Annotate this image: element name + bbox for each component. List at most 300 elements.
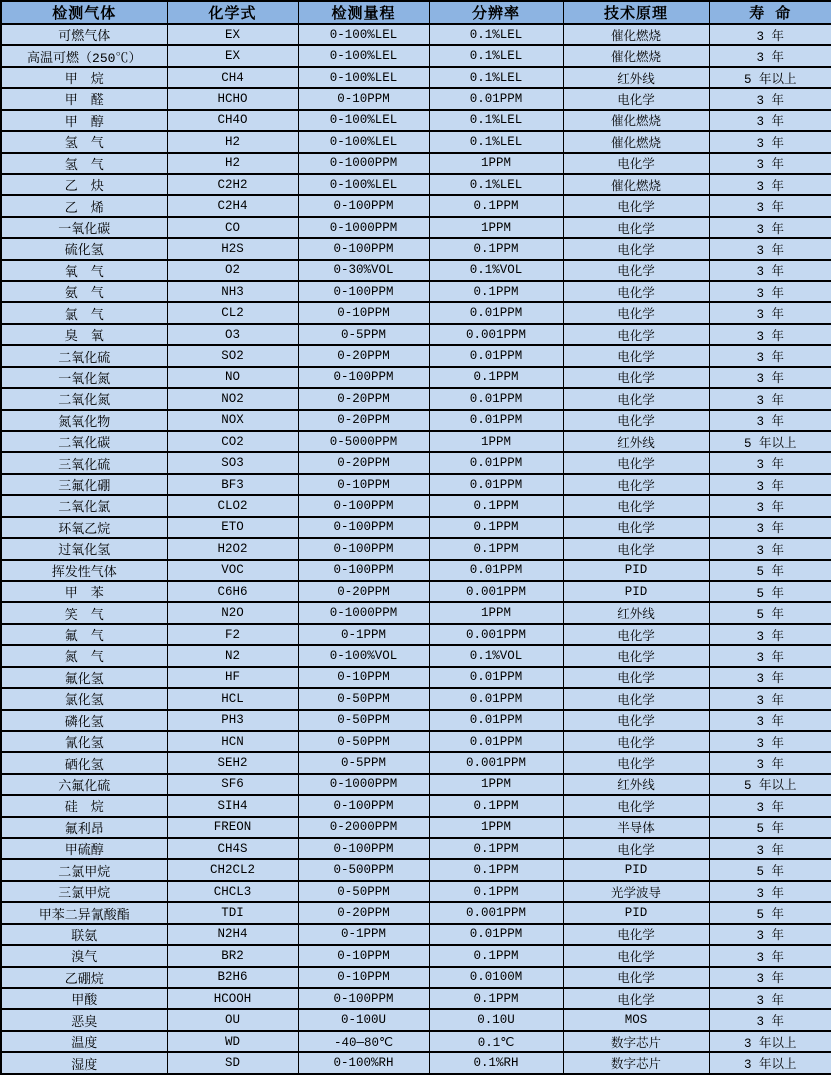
cell-resolution: 1PPM	[429, 602, 563, 623]
cell-formula: CO2	[167, 431, 298, 452]
cell-range: 0-500PPM	[298, 859, 429, 880]
cell-gas: 一氧化碳	[1, 217, 167, 238]
cell-principle: 电化学	[563, 452, 709, 473]
cell-gas: 挥发性气体	[1, 560, 167, 581]
cell-resolution: 0.1PPM	[429, 795, 563, 816]
cell-resolution: 0.1℃	[429, 1031, 563, 1052]
table-row	[1, 410, 831, 431]
cell-range: 0-100PPM	[298, 517, 429, 538]
cell-range: 0-100%LEL	[298, 131, 429, 152]
cell-lifespan: 5 年	[709, 560, 831, 581]
cell-lifespan: 3 年	[709, 945, 831, 966]
cell-range: 0-20PPM	[298, 452, 429, 473]
cell-principle: 电化学	[563, 967, 709, 988]
table-header	[1, 1, 831, 24]
table-row	[1, 645, 831, 666]
cell-formula: CLO2	[167, 495, 298, 516]
cell-gas: 过氧化氢	[1, 538, 167, 559]
cell-lifespan: 3 年	[709, 260, 831, 281]
cell-resolution: 0.001PPM	[429, 624, 563, 645]
cell-gas: 二氯甲烷	[1, 859, 167, 880]
cell-resolution: 1PPM	[429, 431, 563, 452]
table-row	[1, 838, 831, 859]
cell-gas: 高温可燃（250℃）	[1, 45, 167, 66]
cell-range: 0-100%LEL	[298, 110, 429, 131]
table-row	[1, 238, 831, 259]
cell-range: 0-1PPM	[298, 924, 429, 945]
cell-principle: 电化学	[563, 645, 709, 666]
cell-lifespan: 3 年	[709, 131, 831, 152]
cell-resolution: 0.1PPM	[429, 538, 563, 559]
cell-lifespan: 3 年	[709, 710, 831, 731]
cell-formula: HCN	[167, 731, 298, 752]
cell-lifespan: 3 年	[709, 24, 831, 45]
cell-gas: 温度	[1, 1031, 167, 1052]
cell-lifespan: 3 年	[709, 153, 831, 174]
cell-range: 0-100PPM	[298, 195, 429, 216]
table-row	[1, 967, 831, 988]
table-row	[1, 859, 831, 880]
cell-range: 0-10PPM	[298, 88, 429, 109]
cell-resolution: 0.001PPM	[429, 752, 563, 773]
cell-principle: 电化学	[563, 217, 709, 238]
cell-gas: 六氟化硫	[1, 774, 167, 795]
table-row	[1, 67, 831, 88]
cell-lifespan: 3 年	[709, 195, 831, 216]
cell-range: 0-10PPM	[298, 474, 429, 495]
cell-gas: 三氯甲烷	[1, 881, 167, 902]
cell-gas: 氟 气	[1, 624, 167, 645]
table-row	[1, 431, 831, 452]
table-row	[1, 774, 831, 795]
table-row	[1, 624, 831, 645]
cell-lifespan: 3 年	[709, 688, 831, 709]
cell-gas: 二氧化氯	[1, 495, 167, 516]
table-row	[1, 731, 831, 752]
cell-gas: 氨 气	[1, 281, 167, 302]
table-row	[1, 388, 831, 409]
cell-resolution: 0.1%LEL	[429, 131, 563, 152]
cell-gas: 联氨	[1, 924, 167, 945]
cell-lifespan: 5 年以上	[709, 774, 831, 795]
cell-range: 0-10PPM	[298, 967, 429, 988]
cell-principle: MOS	[563, 1009, 709, 1030]
cell-formula: EX	[167, 24, 298, 45]
cell-formula: B2H6	[167, 967, 298, 988]
cell-lifespan: 5 年以上	[709, 67, 831, 88]
cell-principle: PID	[563, 859, 709, 880]
cell-range: -40—80℃	[298, 1031, 429, 1052]
cell-principle: 电化学	[563, 324, 709, 345]
table-row	[1, 45, 831, 66]
cell-resolution: 0.1%LEL	[429, 110, 563, 131]
cell-resolution: 0.01PPM	[429, 474, 563, 495]
cell-principle: PID	[563, 560, 709, 581]
cell-lifespan: 5 年	[709, 581, 831, 602]
cell-resolution: 0.1PPM	[429, 238, 563, 259]
cell-resolution: 0.01PPM	[429, 388, 563, 409]
cell-lifespan: 3 年	[709, 324, 831, 345]
header-resolution: 分辨率	[429, 1, 563, 24]
cell-formula: NO2	[167, 388, 298, 409]
cell-formula: O3	[167, 324, 298, 345]
table-row	[1, 153, 831, 174]
cell-principle: 电化学	[563, 495, 709, 516]
cell-lifespan: 3 年	[709, 1009, 831, 1030]
cell-range: 0-1PPM	[298, 624, 429, 645]
cell-resolution: 0.1%RH	[429, 1052, 563, 1074]
cell-formula: H2S	[167, 238, 298, 259]
table-row	[1, 131, 831, 152]
cell-range: 0-5000PPM	[298, 431, 429, 452]
cell-gas: 氢 气	[1, 131, 167, 152]
cell-resolution: 0.001PPM	[429, 324, 563, 345]
cell-gas: 三氧化硫	[1, 452, 167, 473]
cell-formula: F2	[167, 624, 298, 645]
cell-lifespan: 3 年	[709, 388, 831, 409]
cell-range: 0-20PPM	[298, 902, 429, 923]
cell-principle: 红外线	[563, 67, 709, 88]
cell-principle: 电化学	[563, 302, 709, 323]
cell-lifespan: 3 年	[709, 752, 831, 773]
cell-lifespan: 3 年	[709, 88, 831, 109]
table-row	[1, 110, 831, 131]
header-gas: 检测气体	[1, 1, 167, 24]
cell-resolution: 0.1PPM	[429, 988, 563, 1009]
cell-principle: 电化学	[563, 752, 709, 773]
cell-resolution: 1PPM	[429, 217, 563, 238]
cell-lifespan: 3 年	[709, 645, 831, 666]
table-row	[1, 88, 831, 109]
cell-range: 0-100%LEL	[298, 24, 429, 45]
table-row	[1, 452, 831, 473]
cell-range: 0-100PPM	[298, 988, 429, 1009]
table-row	[1, 474, 831, 495]
table-row	[1, 517, 831, 538]
cell-formula: C2H4	[167, 195, 298, 216]
cell-resolution: 0.01PPM	[429, 667, 563, 688]
table-row	[1, 817, 831, 838]
cell-lifespan: 3 年	[709, 238, 831, 259]
cell-formula: OU	[167, 1009, 298, 1030]
cell-formula: H2	[167, 153, 298, 174]
cell-range: 0-100%LEL	[298, 174, 429, 195]
cell-range: 0-100PPM	[298, 838, 429, 859]
cell-principle: 催化燃烧	[563, 131, 709, 152]
cell-lifespan: 3 年	[709, 452, 831, 473]
cell-resolution: 0.1PPM	[429, 859, 563, 880]
cell-formula: NH3	[167, 281, 298, 302]
cell-principle: 催化燃烧	[563, 24, 709, 45]
cell-formula: HCOOH	[167, 988, 298, 1009]
cell-formula: NOX	[167, 410, 298, 431]
cell-gas: 氟利昂	[1, 817, 167, 838]
cell-gas: 甲 醇	[1, 110, 167, 131]
cell-range: 0-50PPM	[298, 731, 429, 752]
table-row	[1, 345, 831, 366]
cell-range: 0-100PPM	[298, 560, 429, 581]
table-row	[1, 560, 831, 581]
cell-gas: 硫化氢	[1, 238, 167, 259]
cell-formula: N2	[167, 645, 298, 666]
cell-range: 0-100PPM	[298, 281, 429, 302]
cell-range: 0-100PPM	[298, 538, 429, 559]
cell-lifespan: 3 年	[709, 345, 831, 366]
cell-resolution: 0.01PPM	[429, 345, 563, 366]
cell-gas: 氮 气	[1, 645, 167, 666]
cell-formula: C6H6	[167, 581, 298, 602]
table-body	[1, 24, 831, 1074]
cell-principle: 电化学	[563, 988, 709, 1009]
cell-gas: 甲 烷	[1, 67, 167, 88]
cell-gas: 甲 苯	[1, 581, 167, 602]
header-lifespan: 寿 命	[709, 1, 831, 24]
table-row	[1, 217, 831, 238]
cell-range: 0-100PPM	[298, 795, 429, 816]
cell-gas: 甲苯二异氰酸酯	[1, 902, 167, 923]
cell-formula: CL2	[167, 302, 298, 323]
cell-formula: CHCL3	[167, 881, 298, 902]
cell-gas: 磷化氢	[1, 710, 167, 731]
table-row	[1, 881, 831, 902]
cell-lifespan: 3 年	[709, 474, 831, 495]
table-row	[1, 710, 831, 731]
cell-principle: PID	[563, 581, 709, 602]
cell-gas: 溴气	[1, 945, 167, 966]
cell-range: 0-50PPM	[298, 710, 429, 731]
table-row	[1, 945, 831, 966]
cell-range: 0-100%RH	[298, 1052, 429, 1074]
header-row	[1, 1, 831, 24]
cell-formula: BR2	[167, 945, 298, 966]
cell-range: 0-100PPM	[298, 495, 429, 516]
table-row	[1, 667, 831, 688]
cell-gas: 三氟化硼	[1, 474, 167, 495]
table-row	[1, 174, 831, 195]
cell-resolution: 0.0100M	[429, 967, 563, 988]
cell-range: 0-10PPM	[298, 667, 429, 688]
cell-principle: 电化学	[563, 710, 709, 731]
table-row	[1, 24, 831, 45]
cell-formula: HF	[167, 667, 298, 688]
cell-principle: 数字芯片	[563, 1031, 709, 1052]
table-row	[1, 795, 831, 816]
cell-gas: 硅 烷	[1, 795, 167, 816]
cell-lifespan: 3 年	[709, 624, 831, 645]
cell-formula: SD	[167, 1052, 298, 1074]
cell-gas: 氢 气	[1, 153, 167, 174]
cell-formula: ETO	[167, 517, 298, 538]
cell-resolution: 0.01PPM	[429, 710, 563, 731]
cell-gas: 乙 烯	[1, 195, 167, 216]
cell-range: 0-100%LEL	[298, 67, 429, 88]
cell-range: 0-100%VOL	[298, 645, 429, 666]
cell-lifespan: 3 年以上	[709, 1031, 831, 1052]
cell-formula: SIH4	[167, 795, 298, 816]
cell-principle: 半导体	[563, 817, 709, 838]
cell-formula: PH3	[167, 710, 298, 731]
cell-gas: 二氧化硫	[1, 345, 167, 366]
cell-formula: BF3	[167, 474, 298, 495]
header-principle: 技术原理	[563, 1, 709, 24]
cell-principle: 电化学	[563, 517, 709, 538]
cell-principle: 催化燃烧	[563, 45, 709, 66]
cell-range: 0-20PPM	[298, 345, 429, 366]
cell-gas: 硒化氢	[1, 752, 167, 773]
cell-resolution: 0.1%VOL	[429, 645, 563, 666]
cell-lifespan: 3 年	[709, 667, 831, 688]
cell-resolution: 1PPM	[429, 817, 563, 838]
cell-formula: SF6	[167, 774, 298, 795]
cell-lifespan: 3 年	[709, 988, 831, 1009]
cell-resolution: 0.01PPM	[429, 560, 563, 581]
cell-principle: 数字芯片	[563, 1052, 709, 1074]
cell-lifespan: 3 年	[709, 795, 831, 816]
cell-gas: 氯 气	[1, 302, 167, 323]
cell-gas: 一氧化氮	[1, 367, 167, 388]
table-row	[1, 302, 831, 323]
cell-resolution: 1PPM	[429, 774, 563, 795]
table-row	[1, 988, 831, 1009]
cell-formula: SO3	[167, 452, 298, 473]
cell-gas: 氧 气	[1, 260, 167, 281]
cell-resolution: 0.001PPM	[429, 581, 563, 602]
cell-range: 0-1000PPM	[298, 217, 429, 238]
cell-formula: FREON	[167, 817, 298, 838]
cell-principle: 催化燃烧	[563, 110, 709, 131]
cell-range: 0-5PPM	[298, 752, 429, 773]
cell-principle: 催化燃烧	[563, 174, 709, 195]
cell-gas: 氰化氢	[1, 731, 167, 752]
cell-resolution: 0.1PPM	[429, 495, 563, 516]
cell-lifespan: 3 年	[709, 731, 831, 752]
cell-principle: 电化学	[563, 795, 709, 816]
cell-principle: 红外线	[563, 602, 709, 623]
cell-resolution: 0.1%LEL	[429, 174, 563, 195]
cell-lifespan: 3 年	[709, 281, 831, 302]
cell-resolution: 0.01PPM	[429, 731, 563, 752]
cell-gas: 氯化氢	[1, 688, 167, 709]
cell-resolution: 0.01PPM	[429, 452, 563, 473]
cell-principle: 电化学	[563, 731, 709, 752]
cell-principle: 电化学	[563, 838, 709, 859]
cell-formula: C2H2	[167, 174, 298, 195]
cell-range: 0-20PPM	[298, 581, 429, 602]
cell-principle: 电化学	[563, 153, 709, 174]
cell-gas: 笑 气	[1, 602, 167, 623]
cell-lifespan: 3 年	[709, 110, 831, 131]
cell-gas: 乙硼烷	[1, 967, 167, 988]
cell-resolution: 0.1PPM	[429, 281, 563, 302]
cell-formula: O2	[167, 260, 298, 281]
cell-resolution: 0.1%LEL	[429, 67, 563, 88]
cell-principle: 电化学	[563, 88, 709, 109]
cell-lifespan: 5 年	[709, 859, 831, 880]
cell-range: 0-30%VOL	[298, 260, 429, 281]
cell-resolution: 0.01PPM	[429, 924, 563, 945]
cell-resolution: 0.01PPM	[429, 410, 563, 431]
cell-lifespan: 3 年	[709, 217, 831, 238]
cell-principle: 红外线	[563, 774, 709, 795]
cell-resolution: 0.1PPM	[429, 195, 563, 216]
cell-resolution: 0.01PPM	[429, 302, 563, 323]
cell-gas: 甲酸	[1, 988, 167, 1009]
cell-range: 0-1000PPM	[298, 774, 429, 795]
cell-lifespan: 5 年以上	[709, 431, 831, 452]
table-row	[1, 260, 831, 281]
cell-formula: N2O	[167, 602, 298, 623]
cell-gas: 二氧化氮	[1, 388, 167, 409]
cell-formula: CH4S	[167, 838, 298, 859]
cell-principle: 电化学	[563, 474, 709, 495]
cell-gas: 臭 氧	[1, 324, 167, 345]
cell-gas: 甲 醛	[1, 88, 167, 109]
cell-principle: 电化学	[563, 667, 709, 688]
cell-gas: 二氧化碳	[1, 431, 167, 452]
cell-lifespan: 5 年	[709, 817, 831, 838]
cell-range: 0-10PPM	[298, 945, 429, 966]
cell-range: 0-20PPM	[298, 388, 429, 409]
cell-principle: 电化学	[563, 924, 709, 945]
cell-lifespan: 3 年	[709, 517, 831, 538]
cell-gas: 乙 炔	[1, 174, 167, 195]
header-range: 检测量程	[298, 1, 429, 24]
cell-gas: 可燃气体	[1, 24, 167, 45]
cell-lifespan: 3 年	[709, 495, 831, 516]
cell-gas: 氟化氢	[1, 667, 167, 688]
cell-formula: EX	[167, 45, 298, 66]
table-row	[1, 581, 831, 602]
cell-range: 0-20PPM	[298, 410, 429, 431]
cell-range: 0-10PPM	[298, 302, 429, 323]
cell-formula: VOC	[167, 560, 298, 581]
cell-resolution: 0.1PPM	[429, 838, 563, 859]
table-row	[1, 538, 831, 559]
cell-range: 0-100PPM	[298, 238, 429, 259]
cell-lifespan: 3 年	[709, 924, 831, 945]
table-row	[1, 1009, 831, 1030]
cell-resolution: 0.001PPM	[429, 902, 563, 923]
cell-resolution: 0.1%LEL	[429, 24, 563, 45]
cell-gas: 氮氧化物	[1, 410, 167, 431]
cell-formula: SEH2	[167, 752, 298, 773]
cell-principle: 电化学	[563, 345, 709, 366]
cell-principle: 电化学	[563, 945, 709, 966]
table-row	[1, 902, 831, 923]
cell-principle: 电化学	[563, 367, 709, 388]
cell-formula: SO2	[167, 345, 298, 366]
table-row	[1, 1031, 831, 1052]
cell-principle: 电化学	[563, 538, 709, 559]
cell-lifespan: 3 年	[709, 838, 831, 859]
cell-principle: 电化学	[563, 281, 709, 302]
cell-resolution: 0.1PPM	[429, 517, 563, 538]
cell-lifespan: 3 年	[709, 881, 831, 902]
cell-lifespan: 5 年	[709, 602, 831, 623]
table-row	[1, 495, 831, 516]
cell-range: 0-100U	[298, 1009, 429, 1030]
cell-range: 0-50PPM	[298, 688, 429, 709]
cell-range: 0-1000PPM	[298, 153, 429, 174]
cell-formula: H2O2	[167, 538, 298, 559]
table-row	[1, 195, 831, 216]
cell-formula: CH4	[167, 67, 298, 88]
table-row	[1, 1052, 831, 1074]
cell-gas: 环氧乙烷	[1, 517, 167, 538]
cell-resolution: 0.1PPM	[429, 881, 563, 902]
table-row	[1, 367, 831, 388]
cell-principle: 电化学	[563, 410, 709, 431]
